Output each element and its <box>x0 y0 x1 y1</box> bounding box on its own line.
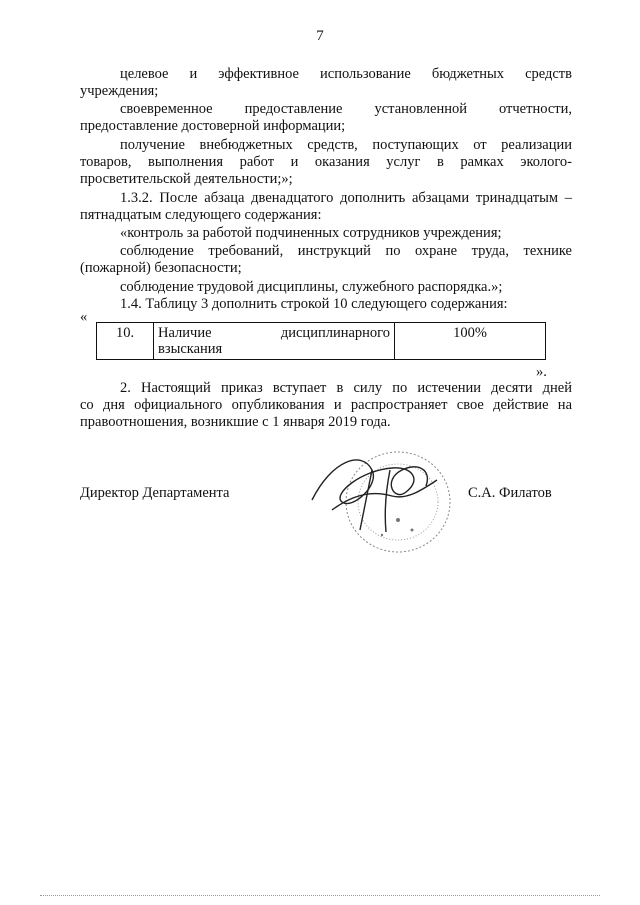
table-cell-value: 100% <box>395 323 546 360</box>
paragraph-safety-cont: (пожарной) безопасности; <box>80 260 242 276</box>
footer-divider <box>40 895 600 898</box>
paragraph-extrabudget: получение внебюджетных средств, поступающих от реализации <box>120 137 572 153</box>
table-cell-number: 10. <box>97 323 154 360</box>
signatory-position: Директор Департамента <box>80 485 230 501</box>
signatory-name: С.А. Филатов <box>468 485 552 501</box>
table-cell-name-line2: взыскания <box>158 341 223 357</box>
signature-seal-icon <box>302 440 462 560</box>
quote-close: ». <box>536 364 547 380</box>
paragraph-2-end: правоотношения, возникшие с 1 января 2019 года. <box>80 414 391 430</box>
paragraph-budget: целевое и эффективное использование бюджетных средств <box>120 66 572 82</box>
table-cell-name <box>154 323 395 360</box>
paragraph-reporting: своевременное предоставление установленной отчетности, <box>120 101 572 117</box>
paragraph-safety: соблюдение требований, инструкций по охране труда, технике <box>120 243 572 259</box>
paragraph-reporting-cont: предоставление достоверной информации; <box>80 118 346 134</box>
paragraph-2: 2. Настоящий приказ вступает в силу по истечении десяти дней <box>120 380 572 396</box>
paragraph-extrabudget-cont: товаров, выполнения работ и оказания услуг в рамках эколого- <box>80 154 572 170</box>
quote-open: « <box>80 309 88 325</box>
table-row <box>97 323 546 360</box>
paragraph-budget-cont: учреждения; <box>80 83 159 99</box>
paragraph-extrabudget-end: просветительской деятельности;»; <box>80 171 293 187</box>
table-cell-name-right: дисциплинарного <box>280 325 390 341</box>
paragraph-1-4: 1.4. Таблицу 3 дополнить строкой 10 следующего содержания: <box>120 296 508 312</box>
paragraph-1-3-2: 1.3.2. После абзаца двенадцатого дополнить абзацами тринадцатым – <box>120 190 572 206</box>
table-cell-name-left: Наличие <box>158 325 212 341</box>
paragraph-2-cont: со дня официального опубликования и распространяет свое действие на <box>80 397 572 413</box>
paragraph-control: «контроль за работой подчиненных сотрудников учреждения; <box>120 225 502 241</box>
page-number: 7 <box>316 28 324 44</box>
paragraph-1-3-2-cont: пятнадцатым следующего содержания: <box>80 207 322 223</box>
table-row-10 <box>96 322 546 360</box>
paragraph-discipline: соблюдение трудовой дисциплины, служебного распорядка.»; <box>120 279 503 295</box>
